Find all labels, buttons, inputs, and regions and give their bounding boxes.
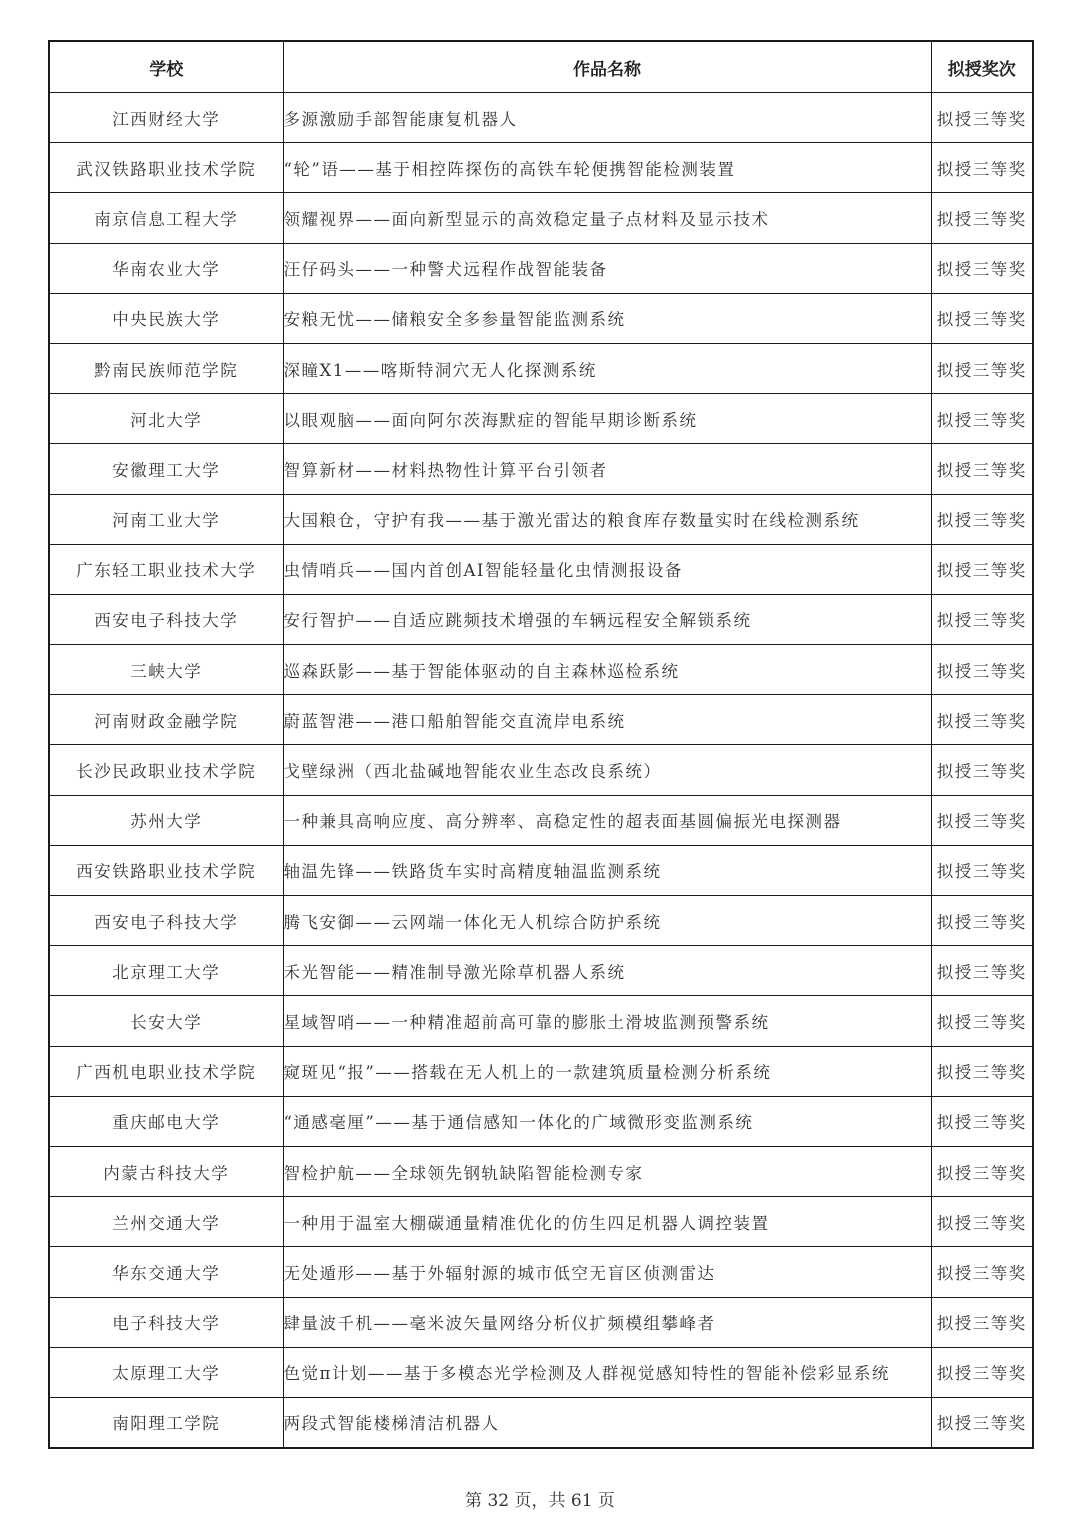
award-level-cell: 拟授三等奖 xyxy=(931,93,1033,143)
award-level-cell: 拟授三等奖 xyxy=(931,1247,1033,1297)
school-cell: 河北大学 xyxy=(49,394,283,444)
award-level-cell: 拟授三等奖 xyxy=(931,946,1033,996)
work-name-cell: 领耀视界——面向新型显示的高效稳定量子点材料及显示技术 xyxy=(283,193,931,243)
work-name-cell: “通感毫厘”——基于通信感知一体化的广域微形变监测系统 xyxy=(283,1096,931,1146)
header-school: 学校 xyxy=(49,41,283,93)
school-cell: 南阳理工学院 xyxy=(49,1397,283,1448)
work-name-cell: 智检护航——全球领先钢轨缺陷智能检测专家 xyxy=(283,1146,931,1196)
work-name-cell: 虫情哨兵——国内首创AI智能轻量化虫情测报设备 xyxy=(283,544,931,594)
table-row xyxy=(49,896,1033,946)
table-row xyxy=(49,1046,1033,1096)
header-work-name: 作品名称 xyxy=(283,41,931,93)
school-cell: 南京信息工程大学 xyxy=(49,193,283,243)
work-name-cell: 蔚蓝智港——港口船舶智能交直流岸电系统 xyxy=(283,695,931,745)
award-level-cell: 拟授三等奖 xyxy=(931,243,1033,293)
work-name-cell: 戈壁绿洲（西北盐碱地智能农业生态改良系统） xyxy=(283,745,931,795)
header-row xyxy=(49,41,1033,93)
table-row xyxy=(49,444,1033,494)
table-row xyxy=(49,143,1033,193)
table-body xyxy=(49,93,1033,1449)
table-row xyxy=(49,1347,1033,1397)
table-row xyxy=(49,745,1033,795)
table-row xyxy=(49,1096,1033,1146)
school-cell: 苏州大学 xyxy=(49,795,283,845)
school-cell: 西安电子科技大学 xyxy=(49,594,283,644)
table-row xyxy=(49,795,1033,845)
school-cell: 河南财政金融学院 xyxy=(49,695,283,745)
award-level-cell: 拟授三等奖 xyxy=(931,896,1033,946)
table-row xyxy=(49,594,1033,644)
award-level-cell: 拟授三等奖 xyxy=(931,1297,1033,1347)
table-row xyxy=(49,1247,1033,1297)
work-name-cell: 禾光智能——精准制导激光除草机器人系统 xyxy=(283,946,931,996)
work-name-cell: 星域智哨——一种精准超前高可靠的膨胀土滑坡监测预警系统 xyxy=(283,996,931,1046)
award-level-cell: 拟授三等奖 xyxy=(931,1146,1033,1196)
table-row xyxy=(49,243,1033,293)
school-cell: 广西机电职业技术学院 xyxy=(49,1046,283,1096)
work-name-cell: 深瞳X1——喀斯特洞穴无人化探测系统 xyxy=(283,343,931,393)
award-level-cell: 拟授三等奖 xyxy=(931,544,1033,594)
work-name-cell: 腾飞安御——云网端一体化无人机综合防护系统 xyxy=(283,896,931,946)
award-level-cell: 拟授三等奖 xyxy=(931,1096,1033,1146)
work-name-cell: 两段式智能楼梯清洁机器人 xyxy=(283,1397,931,1448)
award-level-cell: 拟授三等奖 xyxy=(931,494,1033,544)
school-cell: 河南工业大学 xyxy=(49,494,283,544)
award-level-cell: 拟授三等奖 xyxy=(931,594,1033,644)
table-row xyxy=(49,1146,1033,1196)
award-level-cell: 拟授三等奖 xyxy=(931,1397,1033,1448)
table-row xyxy=(49,193,1033,243)
award-level-cell: 拟授三等奖 xyxy=(931,845,1033,895)
work-name-cell: 以眼观脑——面向阿尔茨海默症的智能早期诊断系统 xyxy=(283,394,931,444)
school-cell: 三峡大学 xyxy=(49,645,283,695)
work-name-cell: 轴温先锋——铁路货车实时高精度轴温监测系统 xyxy=(283,845,931,895)
award-level-cell: 拟授三等奖 xyxy=(931,394,1033,444)
table-row xyxy=(49,645,1033,695)
school-cell: 电子科技大学 xyxy=(49,1297,283,1347)
award-level-cell: 拟授三等奖 xyxy=(931,695,1033,745)
table-row xyxy=(49,996,1033,1046)
work-name-cell: “轮”语——基于相控阵探伤的高铁车轮便携智能检测装置 xyxy=(283,143,931,193)
award-level-cell: 拟授三等奖 xyxy=(931,996,1033,1046)
award-level-cell: 拟授三等奖 xyxy=(931,795,1033,845)
work-name-cell: 多源激励手部智能康复机器人 xyxy=(283,93,931,143)
school-cell: 中央民族大学 xyxy=(49,293,283,343)
award-level-cell: 拟授三等奖 xyxy=(931,293,1033,343)
award-level-cell: 拟授三等奖 xyxy=(931,343,1033,393)
work-name-cell: 肆量波千机——毫米波矢量网络分析仪扩频模组攀峰者 xyxy=(283,1297,931,1347)
school-cell: 北京理工大学 xyxy=(49,946,283,996)
award-level-cell: 拟授三等奖 xyxy=(931,1347,1033,1397)
table-row xyxy=(49,394,1033,444)
work-name-cell: 汪仔码头——一种警犬远程作战智能装备 xyxy=(283,243,931,293)
table-row xyxy=(49,946,1033,996)
work-name-cell: 智算新材——材料热物性计算平台引领者 xyxy=(283,444,931,494)
work-name-cell: 安行智护——自适应跳频技术增强的车辆远程安全解锁系统 xyxy=(283,594,931,644)
work-name-cell: 一种兼具高响应度、高分辨率、高稳定性的超表面基圆偏振光电探测器 xyxy=(283,795,931,845)
school-cell: 重庆邮电大学 xyxy=(49,1096,283,1146)
table-row xyxy=(49,1197,1033,1247)
school-cell: 兰州交通大学 xyxy=(49,1197,283,1247)
work-name-cell: 一种用于温室大棚碳通量精准优化的仿生四足机器人调控装置 xyxy=(283,1197,931,1247)
page-number: 第 32 页，共 61 页 xyxy=(465,1491,615,1511)
school-cell: 江西财经大学 xyxy=(49,93,283,143)
school-cell: 西安电子科技大学 xyxy=(49,896,283,946)
table-row xyxy=(49,1297,1033,1347)
award-level-cell: 拟授三等奖 xyxy=(931,1197,1033,1247)
award-level-cell: 拟授三等奖 xyxy=(931,645,1033,695)
school-cell: 太原理工大学 xyxy=(49,1347,283,1397)
school-cell: 广东轻工职业技术大学 xyxy=(49,544,283,594)
school-cell: 西安铁路职业技术学院 xyxy=(49,845,283,895)
school-cell: 武汉铁路职业技术学院 xyxy=(49,143,283,193)
table-row xyxy=(49,343,1033,393)
school-cell: 长沙民政职业技术学院 xyxy=(49,745,283,795)
work-name-cell: 安粮无忧——储粮安全多参量智能监测系统 xyxy=(283,293,931,343)
table-row xyxy=(49,93,1033,143)
work-name-cell: 无处遁形——基于外辐射源的城市低空无盲区侦测雷达 xyxy=(283,1247,931,1297)
table-row xyxy=(49,845,1033,895)
school-cell: 长安大学 xyxy=(49,996,283,1046)
table-row xyxy=(49,494,1033,544)
school-cell: 内蒙古科技大学 xyxy=(49,1146,283,1196)
table-row xyxy=(49,293,1033,343)
award-level-cell: 拟授三等奖 xyxy=(931,745,1033,795)
work-name-cell: 色觉π计划——基于多模态光学检测及人群视觉感知特性的智能补偿彩显系统 xyxy=(283,1347,931,1397)
table-row xyxy=(49,544,1033,594)
school-cell: 华东交通大学 xyxy=(49,1247,283,1297)
work-name-cell: 巡森跃影——基于智能体驱动的自主森林巡检系统 xyxy=(283,645,931,695)
header-award-level: 拟授奖次 xyxy=(931,41,1033,93)
school-cell: 华南农业大学 xyxy=(49,243,283,293)
award-table xyxy=(48,40,1034,1449)
award-level-cell: 拟授三等奖 xyxy=(931,444,1033,494)
table-header xyxy=(49,41,1033,93)
table-row xyxy=(49,695,1033,745)
school-cell: 安徽理工大学 xyxy=(49,444,283,494)
table-row xyxy=(49,1397,1033,1448)
award-level-cell: 拟授三等奖 xyxy=(931,1046,1033,1096)
award-level-cell: 拟授三等奖 xyxy=(931,143,1033,193)
award-level-cell: 拟授三等奖 xyxy=(931,193,1033,243)
work-name-cell: 大国粮仓，守护有我——基于激光雷达的粮食库存数量实时在线检测系统 xyxy=(283,494,931,544)
work-name-cell: 窥斑见“报”——搭载在无人机上的一款建筑质量检测分析系统 xyxy=(283,1046,931,1096)
school-cell: 黔南民族师范学院 xyxy=(49,343,283,393)
